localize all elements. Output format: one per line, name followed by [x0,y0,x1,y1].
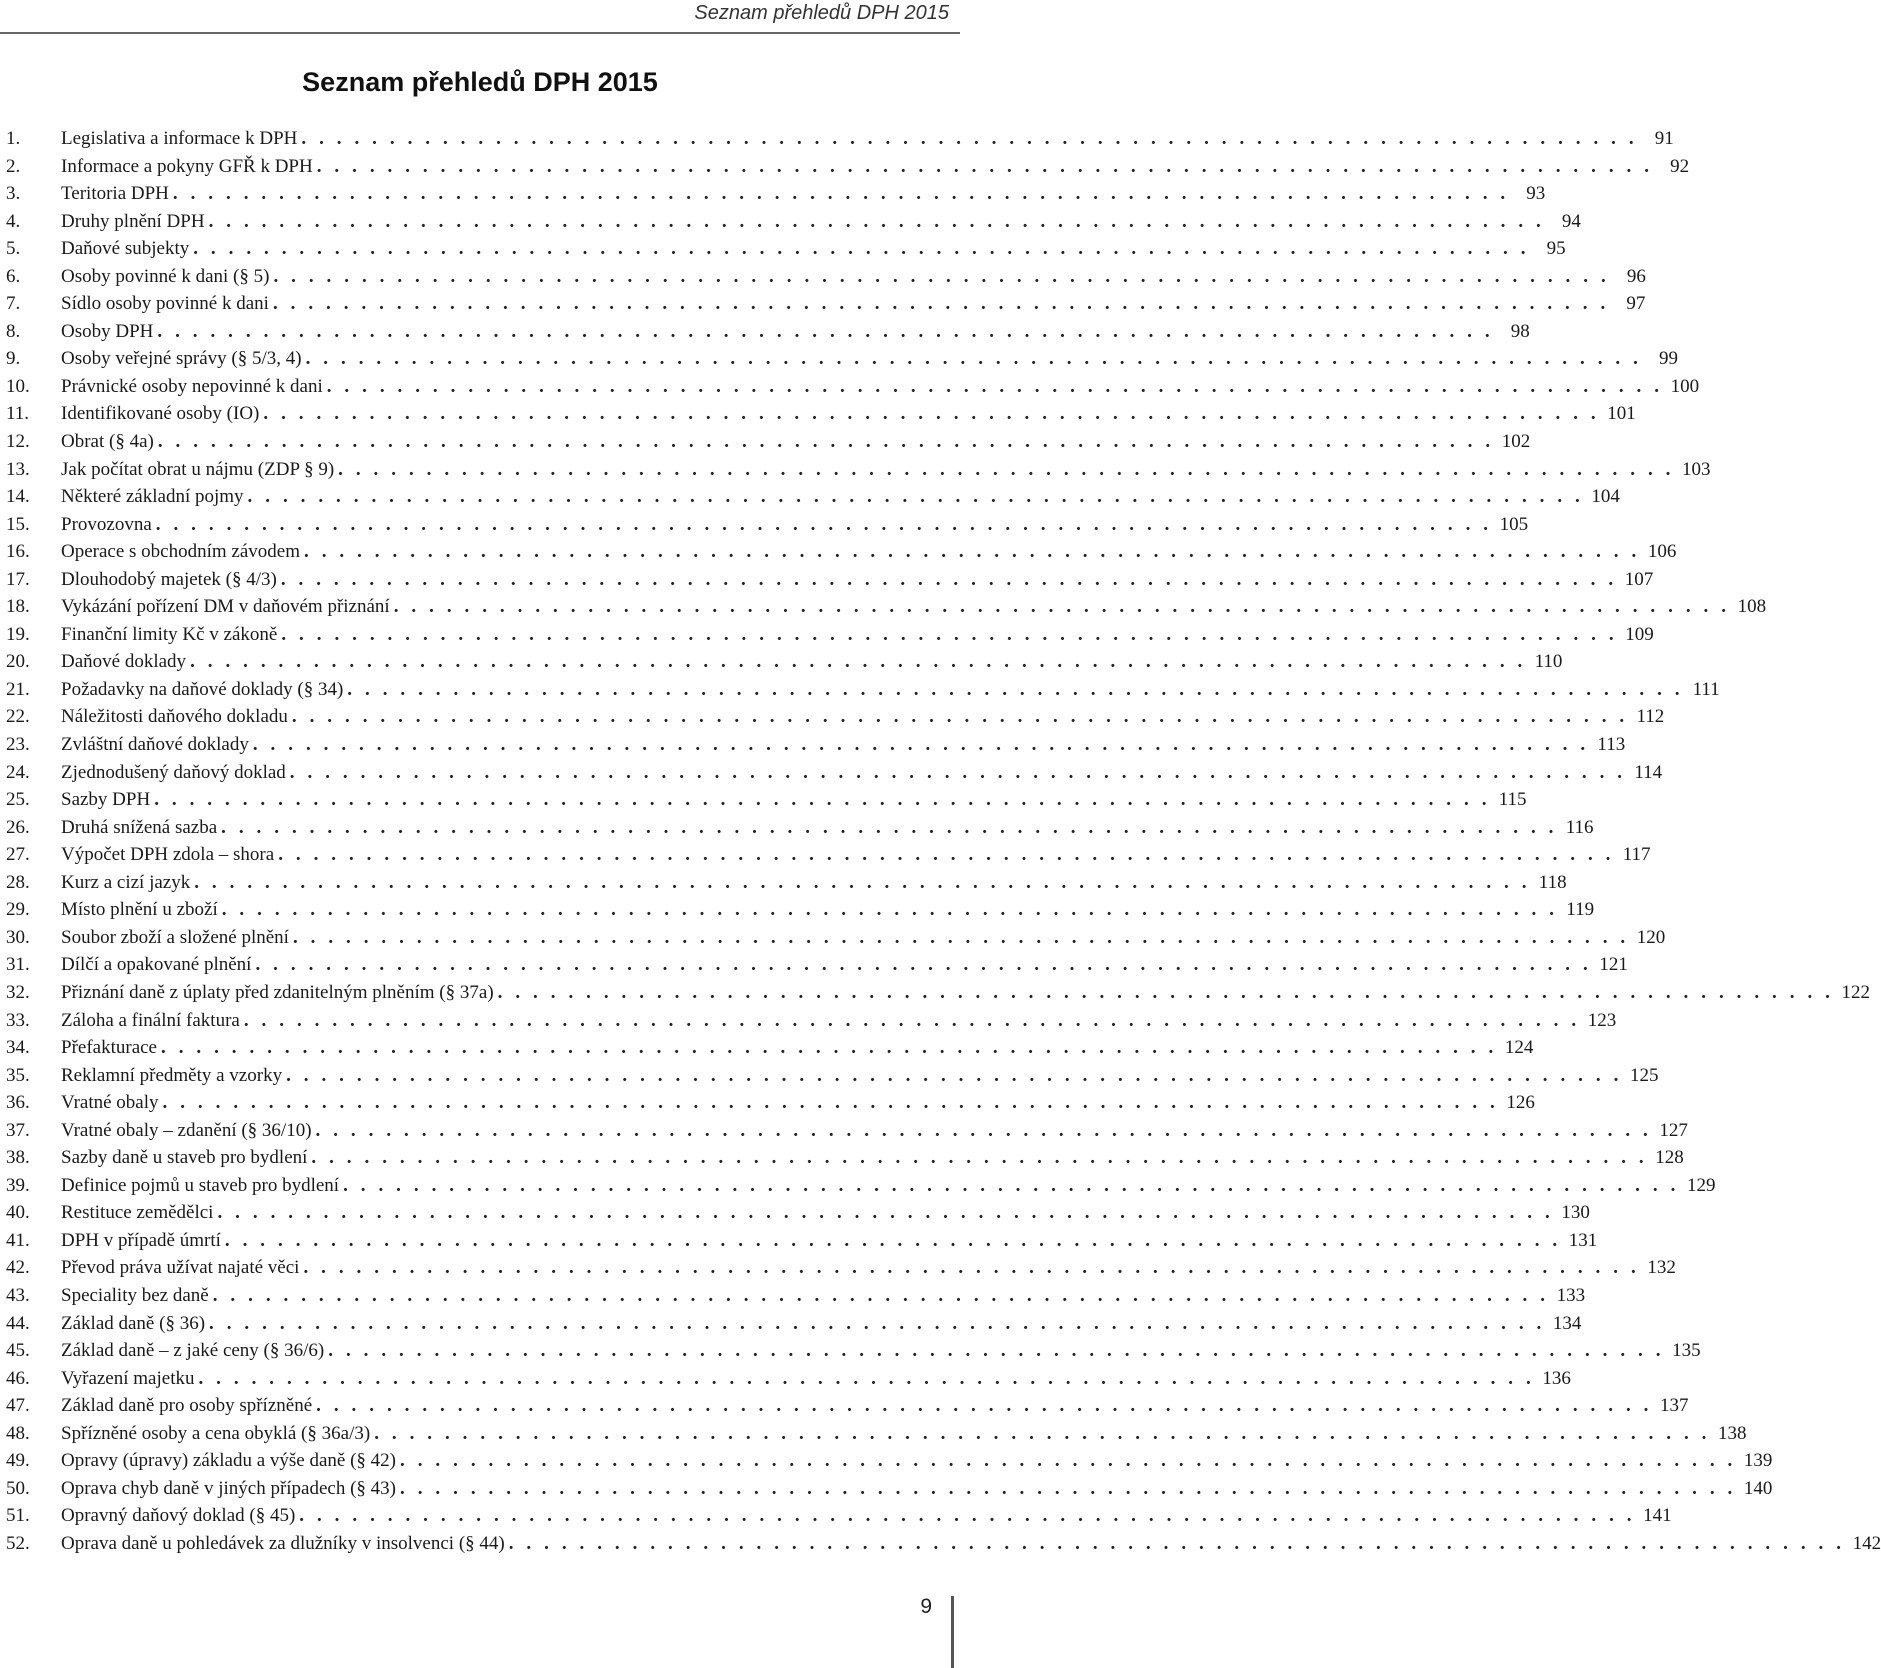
toc-entry-number: 22. [6,706,30,728]
toc-entry-page: 98 [1510,320,1530,342]
toc-entry-number: 32. [6,981,30,1003]
toc-entry-title: Základ daně – z jaké ceny (§ 36/6) [61,1340,325,1362]
toc-leader-dots: . . . . . . . . . . . . . . . . . . . . . . . . . . . . . . . . . . . . . . . . . . . . . . . . . . . . . . . . . . . . . . . . . . . . . . . . . . . . [247,486,1584,508]
toc-entry-title: Zvláštní daňové doklady [61,734,249,756]
toc-entry-number: 1. [6,128,21,149]
toc-entry-page: 128 [1655,1147,1684,1169]
toc-entry-title: Soubor zboží a složené plnění [61,926,289,948]
toc-entry-page: 142 [1852,1532,1881,1554]
toc-entry-number: 25. [6,789,30,811]
toc-leader-dots: . . . . . . . . . . . . . . . . . . . . . . . . . . . . . . . . . . . . . . . . . . . . . . . . . . . . . . . . . . . . . . . . . . . . . . . . . . . . [263,403,1600,425]
toc-entry-page: 123 [1587,1009,1617,1031]
toc-entry-page: 130 [1561,1202,1590,1224]
toc-leader-dots: . . . . . . . . . . . . . . . . . . . . . . . . . . . . . . . . . . . . . . . . . . . . . . . . . . . . . . . . . . . . . . . . . . . . . . . . . . . . [299,1505,1636,1527]
toc-entry-page: 110 [1534,651,1563,673]
toc-entry-number: 10. [6,375,30,397]
table-of-contents [6,125,1881,1557]
running-header: Seznam přehledů DPH 2015 [694,2,949,24]
toc-leader-dots: . . . . . . . . . . . . . . . . . . . . . . . . . . . . . . . . . . . . . . . . . . . . . . . . . . . . . . . . . . . . . . . . . . . . . . . . . . . . [190,651,1527,673]
toc-entry-page: 102 [1501,431,1531,453]
toc-leader-dots: . . . . . . . . . . . . . . . . . . . . . . . . . . . . . . . . . . . . . . . . . . . . . . . . . . . . . . . . . . . . . . . . . . . . . . . . . . . . [328,1340,1665,1362]
toc-leader-dots: . . . . . . . . . . . . . . . . . . . . . . . . . . . . . . . . . . . . . . . . . . . . . . . . . . . . . . . . . . . . . . . . . . . . . . . . . . . . [278,844,1615,866]
toc-entry-title: Sazby DPH [61,789,151,811]
toc-entry[interactable] [6,1475,1773,1503]
toc-leader-dots: . . . . . . . . . . . . . . . . . . . . . . . . . . . . . . . . . . . . . . . . . . . . . . . . . . . . . . . . . . . . . . . . . . . . . . . . . . . . [326,375,1664,397]
toc-entry-title: Základ daně pro osoby spřízněné [61,1395,313,1417]
toc-entry-title: Opravný daňový doklad (§ 45) [61,1505,296,1527]
toc-entry[interactable] [6,621,1654,649]
toc-entry-page: 108 [1737,596,1767,618]
toc-entry-page: 139 [1743,1450,1773,1472]
toc-leader-dots: . . . . . . . . . . . . . . . . . . . . . . . . . . . . . . . . . . . . . . . . . . . . . . . . . . . . . . . . . . . . . . . . . . . . . . . . . . . . [154,789,1491,811]
toc-entry-page: 119 [1566,899,1595,921]
toc-entry-page: 133 [1556,1284,1586,1306]
toc-leader-dots: . . . . . . . . . . . . . . . . . . . . . . . . . . . . . . . . . . . . . . . . . . . . . . . . . . . . . . . . . . . . . . . . . . . . . . . . . . . . [194,871,1531,893]
toc-entry[interactable] [6,153,1690,181]
toc-entry-number: 16. [6,541,30,563]
page-title: Seznam přehledů DPH 2015 [302,67,658,97]
toc-entry[interactable] [6,1392,1689,1420]
toc-entry-title: Sazby daně u staveb pro bydlení [61,1147,308,1169]
toc-entry[interactable] [6,676,1720,704]
toc-entry-page: 93 [1526,183,1546,205]
toc-entry-title: Vykázání pořízení DM v daňovém přiznání [61,596,390,618]
toc-entry-title: Speciality bez daně [61,1284,209,1306]
toc-leader-dots: . . . . . . . . . . . . . . . . . . . . . . . . . . . . . . . . . . . . . . . . . . . . . . . . . . . . . . . . . . . . . . . . . . . . . . . . . . . . [198,1367,1535,1389]
toc-entry-title: Vratné obaly [61,1092,159,1114]
toc-entry-number: 46. [6,1367,30,1389]
toc-entry-page: 107 [1624,568,1654,590]
toc-entry[interactable] [6,1282,1586,1310]
toc-entry-number: 31. [6,954,30,976]
toc-entry-number: 33. [6,1009,30,1031]
toc-entry-number: 24. [6,761,30,783]
toc-entry-title: Vyřazení majetku [61,1367,195,1389]
toc-entry-title: Identifikované osoby (IO) [61,403,260,425]
toc-entry[interactable] [6,1007,1617,1035]
toc-entry[interactable] [6,1144,1684,1172]
toc-entry-number: 15. [6,513,30,535]
toc-entry[interactable] [6,290,1646,318]
toc-entry-title: Daňové doklady [61,651,187,673]
toc-entry-title: Oprava chyb daně v jiných případech (§ 43) [61,1477,397,1499]
toc-entry-title: Právnické osoby nepovinné k dani [61,375,323,397]
toc-entry-title: Operace s obchodním závodem [61,541,300,563]
page-number: 9 [920,1595,932,1618]
toc-leader-dots: . . . . . . . . . . . . . . . . . . . . . . . . . . . . . . . . . . . . . . . . . . . . . . . . . . . . . . . . . . . . . . . . . . . . . . . . . . . . [374,1422,1711,1444]
toc-entry-number: 11. [6,403,30,425]
toc-entry-number: 29. [6,899,30,921]
toc-entry-title: Opravy (úpravy) základu a výše daně (§ 42) [61,1450,397,1472]
toc-entry-title: Vratné obaly – zdanění (§ 36/10) [61,1119,312,1141]
toc-entry[interactable] [6,869,1567,897]
toc-entry[interactable] [6,235,1566,263]
toc-entry[interactable] [6,1034,1534,1062]
toc-leader-dots: . . . . . . . . . . . . . . . . . . . . . . . . . . . . . . . . . . . . . . . . . . . . . . . . . . . . . . . . . . . . . . . . . . . . . . . . . . . . [291,706,1629,728]
toc-entry-number: 35. [6,1064,30,1086]
toc-entry-title: Provozovna [61,513,152,535]
toc-entry-number: 8. [6,320,21,342]
toc-entry[interactable] [6,814,1594,842]
toc-entry-title: Základ daně (§ 36) [61,1312,206,1334]
toc-entry-number: 51. [6,1505,30,1527]
toc-entry[interactable] [6,318,1530,346]
toc-entry[interactable] [6,1447,1773,1475]
toc-leader-dots: . . . . . . . . . . . . . . . . . . . . . . . . . . . . . . . . . . . . . . . . . . . . . . . . . . . . . . . . . . . . . . . . . . . . . . . . . . . . [347,678,1684,700]
toc-entry-page: 138 [1718,1422,1747,1444]
toc-entry-number: 39. [6,1174,30,1196]
toc-entry-page: 136 [1542,1367,1571,1389]
toc-entry-page: 101 [1607,403,1636,425]
toc-entry-number: 47. [6,1395,30,1417]
toc-entry[interactable] [6,456,1711,484]
toc-entry-title: Náležitosti daňového dokladu [61,706,288,728]
toc-entry-page: 92 [1670,155,1690,177]
toc-entry-title: Oprava daně u pohledávek za dlužníky v insolvenci (§ 44) [61,1532,505,1554]
toc-entry-page: 125 [1629,1064,1659,1086]
toc-leader-dots: . . . . . . . . . . . . . . . . . . . . . . . . . . . . . . . . . . . . . . . . . . . . . . . . . . . . . . . . . . . . . . . . . . . . . . . . . . . . [243,1009,1581,1031]
toc-entry-title: Obrat (§ 4a) [61,431,154,453]
toc-entry[interactable] [6,400,1636,428]
toc-leader-dots: . . . . . . . . . . . . . . . . . . . . . . . . . . . . . . . . . . . . . . . . . . . . . . . . . . . . . . . . . . . . . . . . . . . . . . . . . . . . [338,458,1675,480]
toc-entry[interactable] [6,511,1529,539]
toc-entry-page: 135 [1672,1340,1701,1362]
toc-entry-title: Místo plnění u zboží [61,899,218,921]
toc-leader-dots: . . . . . . . . . . . . . . . . . . . . . . . . . . . . . . . . . . . . . . . . . . . . . . . . . . . . . . . . . . . . . . . . . . . . . . . . . . . . [172,183,1510,205]
toc-entry-title: Dílčí a opakované plnění [61,954,252,976]
toc-entry-page: 105 [1499,513,1529,535]
toc-entry-number: 21. [6,678,30,700]
toc-leader-dots: . . . . . . . . . . . . . . . . . . . . . . . . . . . . . . . . . . . . . . . . . . . . . . . . . . . . . . . . . . . . . . . . . . . . . . . . . . . . [273,265,1610,287]
toc-entry-title: Druhá snížená sazba [61,816,218,838]
toc-entry-number: 36. [6,1092,30,1114]
toc-leader-dots: . . . . . . . . . . . . . . . . . . . . . . . . . . . . . . . . . . . . . . . . . . . . . . . . . . . . . . . . . . . . . . . . . . . . . . . . . . . . [343,1174,1680,1196]
toc-leader-dots: . . . . . . . . . . . . . . . . . . . . . . . . . . . . . . . . . . . . . . . . . . . . . . . . . . . . . . . . . . . . . . . . . . . . . . . . . . . . [289,761,1627,783]
toc-entry[interactable] [6,483,1620,511]
toc-entry[interactable] [6,373,1700,401]
toc-leader-dots: . . . . . . . . . . . . . . . . . . . . . . . . . . . . . . . . . . . . . . . . . . . . . . . . . . . . . . . . . . . . . . . . . . . . . . . . . . . . [272,293,1610,315]
toc-entry-number: 27. [6,844,30,866]
toc-entry-page: 126 [1506,1092,1535,1114]
toc-entry-page: 120 [1636,926,1666,948]
toc-entry-number: 34. [6,1037,30,1059]
toc-entry[interactable] [6,538,1677,566]
toc-leader-dots: . . . . . . . . . . . . . . . . . . . . . . . . . . . . . . . . . . . . . . . . . . . . . . . . . . . . . . . . . . . . . . . . . . . . . . . . . . . . [286,1064,1623,1086]
toc-entry[interactable] [6,1172,1716,1200]
toc-entry-number: 9. [6,348,21,370]
toc-entry-number: 38. [6,1147,30,1169]
toc-entry-number: 17. [6,568,30,590]
toc-entry-page: 127 [1659,1119,1688,1141]
toc-entry-page: 122 [1841,981,1870,1003]
toc-leader-dots: . . . . . . . . . . . . . . . . . . . . . . . . . . . . . . . . . . . . . . . . . . . . . . . . . . . . . . . . . . . . . . . . . . . . . . . . . . . . [508,1532,1846,1554]
toc-entry-page: 111 [1692,678,1720,700]
toc-entry-number: 41. [6,1229,30,1251]
toc-entry[interactable] [6,731,1626,759]
toc-entry-number: 37. [6,1119,30,1141]
toc-entry-page: 103 [1682,458,1711,480]
toc-entry[interactable] [6,566,1654,594]
toc-entry-number: 50. [6,1477,30,1499]
toc-entry-page: 131 [1568,1229,1598,1251]
toc-entry-page: 113 [1597,734,1626,756]
toc-entry-title: DPH v případě úmrtí [61,1229,221,1251]
toc-entry[interactable] [6,648,1563,676]
toc-entry-number: 6. [6,265,21,287]
toc-entry-page: 118 [1538,871,1567,893]
toc-entry-title: Daňové subjekty [61,238,190,260]
toc-entry-title: Osoby veřejné správy (§ 5/3, 4) [61,348,302,370]
toc-entry[interactable] [6,1227,1598,1255]
toc-entry-number: 7. [6,293,21,315]
toc-leader-dots: . . . . . . . . . . . . . . . . . . . . . . . . . . . . . . . . . . . . . . . . . . . . . . . . . . . . . . . . . . . . . . . . . . . . . . . . . . . . [400,1477,1737,1499]
toc-entry-number: 18. [6,596,30,618]
toc-entry[interactable] [6,924,1666,952]
toc-entry-page: 124 [1504,1037,1534,1059]
toc-entry[interactable] [6,1530,1881,1558]
toc-entry-page: 100 [1670,375,1700,397]
toc-entry[interactable] [6,1337,1701,1365]
toc-entry[interactable] [6,841,1651,869]
toc-leader-dots: . . . . . . . . . . . . . . . . . . . . . . . . . . . . . . . . . . . . . . . . . . . . . . . . . . . . . . . . . . . . . . . . . . . . . . . . . . . . [224,1229,1562,1251]
toc-leader-dots: . . . . . . . . . . . . . . . . . . . . . . . . . . . . . . . . . . . . . . . . . . . . . . . . . . . . . . . . . . . . . . . . . . . . . . . . . . . . [157,320,1494,342]
toc-leader-dots: . . . . . . . . . . . . . . . . . . . . . . . . . . . . . . . . . . . . . . . . . . . . . . . . . . . . . . . . . . . . . . . . . . . . . . . . . . . . [316,155,1654,177]
header-rule [0,32,960,34]
toc-entry[interactable] [6,703,1665,731]
edge-rule [951,1596,954,1668]
toc-leader-dots: . . . . . . . . . . . . . . . . . . . . . . . . . . . . . . . . . . . . . . . . . . . . . . . . . . . . . . . . . . . . . . . . . . . . . . . . . . . . [497,981,1834,1003]
toc-entry[interactable] [6,180,1546,208]
toc-leader-dots: . . . . . . . . . . . . . . . . . . . . . . . . . . . . . . . . . . . . . . . . . . . . . . . . . . . . . . . . . . . . . . . . . . . . . . . . . . . . [304,541,1641,563]
toc-entry-title: Legislativa a informace k DPH [61,128,298,149]
toc-entry-title: Druhy plnění DPH [61,210,205,232]
toc-leader-dots: . . . . . . . . . . . . . . . . . . . . . . . . . . . . . . . . . . . . . . . . . . . . . . . . . . . . . . . . . . . . . . . . . . . . . . . . . . . . [208,210,1545,232]
toc-entry-page: 104 [1591,486,1620,508]
toc-entry-page: 134 [1552,1312,1582,1334]
toc-entry-number: 44. [6,1312,30,1334]
toc-entry-number: 23. [6,734,30,756]
toc-entry-title: Výpočet DPH zdola – shora [61,844,275,866]
toc-entry-page: 91 [1654,128,1674,149]
toc-entry-number: 2. [6,155,21,177]
toc-entry-page: 94 [1561,210,1581,232]
toc-entry-number: 5. [6,238,21,260]
toc-entry-page: 95 [1546,238,1566,260]
toc-entry-title: Sídlo osoby povinné k dani [61,293,269,315]
toc-entry-title: Osoby povinné k dani (§ 5) [61,265,270,287]
toc-entry-number: 48. [6,1422,30,1444]
toc-entry-page: 106 [1647,541,1677,563]
toc-entry-title: Dlouhodobý majetek (§ 4/3) [61,568,277,590]
toc-leader-dots: . . . . . . . . . . . . . . . . . . . . . . . . . . . . . . . . . . . . . . . . . . . . . . . . . . . . . . . . . . . . . . . . . . . . . . . . . . . . [217,1202,1554,1224]
toc-entry[interactable] [6,1199,1590,1227]
toc-entry[interactable] [6,1502,1672,1530]
toc-entry-title: Finanční limity Kč v zákoně [61,623,278,645]
toc-entry-number: 14. [6,486,30,508]
toc-entry-page: 114 [1634,761,1663,783]
toc-entry-title: Informace a pokyny GFŘ k DPH [61,155,313,177]
toc-entry-number: 49. [6,1450,30,1472]
toc-entry[interactable] [6,1089,1535,1117]
toc-leader-dots: . . . . . . . . . . . . . . . . . . . . . . . . . . . . . . . . . . . . . . . . . . . . . . . . . . . . . . . . . . . . . . . . . . . . . . . . . . . . [221,816,1558,838]
toc-entry-title: Definice pojmů u staveb pro bydlení [61,1174,340,1196]
toc-entry-page: 112 [1636,706,1665,728]
toc-entry-number: 30. [6,926,30,948]
toc-leader-dots: . . . . . . . . . . . . . . . . . . . . . . . . . . . . . . . . . . . . . . . . . . . . . . . . . . . . . . . . . . . . . . . . . . . . . . . . . . . . [311,1147,1648,1169]
toc-leader-dots: . . . . . . . . . . . . . . . . . . . . . . . . . . . . . . . . . . . . . . . . . . . . . . . . . . . . . . . . . . . . . . . . . . . . . . . . . . . . [209,1312,1546,1334]
toc-entry-number: 12. [6,431,30,453]
toc-entry-page: 132 [1647,1257,1676,1279]
toc-entry-page: 115 [1498,789,1527,811]
toc-entry-number: 42. [6,1257,30,1279]
toc-entry-title: Přiznání daně z úplaty před zdanitelným plněním (§ 37a) [61,981,494,1003]
toc-entry-page: 97 [1626,293,1646,315]
toc-entry-page: 117 [1622,844,1651,866]
toc-entry-title: Záloha a finální faktura [61,1009,240,1031]
toc-entry-number: 26. [6,816,30,838]
toc-entry-title: Spřízněné osoby a cena obyklá (§ 36a/3) [61,1422,371,1444]
toc-entry-page: 140 [1743,1477,1773,1499]
toc-leader-dots: . . . . . . . . . . . . . . . . . . . . . . . . . . . . . . . . . . . . . . . . . . . . . . . . . . . . . . . . . . . . . . . . . . . . . . . . . . . . [316,1395,1653,1417]
toc-entry[interactable] [6,428,1531,456]
toc-entry[interactable] [6,896,1595,924]
toc-entry-page: 96 [1626,265,1646,287]
toc-leader-dots: . . . . . . . . . . . . . . . . . . . . . . . . . . . . . . . . . . . . . . . . . . . . . . . . . . . . . . . . . . . . . . . . . . . . . . . . . . . . [292,926,1630,948]
toc-entry-page: 137 [1660,1395,1689,1417]
toc-entry-title: Osoby DPH [61,320,154,342]
toc-entry-number: 52. [6,1532,30,1554]
toc-leader-dots: . . . . . . . . . . . . . . . . . . . . . . . . . . . . . . . . . . . . . . . . . . . . . . . . . . . . . . . . . . . . . . . . . . . . . . . . . . . . [400,1450,1737,1472]
toc-leader-dots: . . . . . . . . . . . . . . . . . . . . . . . . . . . . . . . . . . . . . . . . . . . . . . . . . . . . . . . . . . . . . . . . . . . . . . . . . . . . [303,1257,1640,1279]
toc-leader-dots: . . . . . . . . . . . . . . . . . . . . . . . . . . . . . . . . . . . . . . . . . . . . . . . . . . . . . . . . . . . . . . . . . . . . . . . . . . . . [281,623,1618,645]
toc-entry[interactable] [6,759,1663,787]
toc-entry-title: Některé základní pojmy [61,486,244,508]
toc-entry-title: Reklamní předměty a vzorky [61,1064,283,1086]
toc-leader-dots: . . . . . . . . . . . . . . . . . . . . . . . . . . . . . . . . . . . . . . . . . . . . . . . . . . . . . . . . . . . . . . . . . . . . . . . . . . . . [280,568,1618,590]
toc-entry[interactable] [6,208,1581,236]
toc-entry-page: 129 [1686,1174,1716,1196]
toc-entry[interactable] [6,593,1767,621]
toc-entry-page: 141 [1643,1505,1672,1527]
toc-entry-title: Převod práva užívat najaté věci [61,1257,300,1279]
toc-entry-page: 109 [1625,623,1654,645]
toc-entry-number: 40. [6,1202,30,1224]
toc-entry-title: Požadavky na daňové doklady (§ 34) [61,678,344,700]
toc-leader-dots: . . . . . . . . . . . . . . . . . . . . . . . . . . . . . . . . . . . . . . . . . . . . . . . . . . . . . . . . . . . . . . . . . . . . . . . . . . . . [305,348,1642,370]
toc-entry[interactable] [6,345,1678,373]
toc-leader-dots: . . . . . . . . . . . . . . . . . . . . . . . . . . . . . . . . . . . . . . . . . . . . . . . . . . . . . . . . . . . . . . . . . . . . . . . . . . . . [155,513,1493,535]
toc-leader-dots: . . . . . . . . . . . . . . . . . . . . . . . . . . . . . . . . . . . . . . . . . . . . . . . . . . . . . . . . . . . . . . . . . . . . . . . . . . . . [255,954,1592,976]
toc-entry-number: 19. [6,623,30,645]
toc-entry-number: 43. [6,1284,30,1306]
toc-leader-dots: . . . . . . . . . . . . . . . . . . . . . . . . . . . . . . . . . . . . . . . . . . . . . . . . . . . . . . . . . . . . . . . . . . . . . . . . . . . . [162,1092,1499,1114]
toc-leader-dots: . . . . . . . . . . . . . . . . . . . . . . . . . . . . . . . . . . . . . . . . . . . . . . . . . . . . . . . . . . . . . . . . . . . . . . . . . . . . [221,899,1559,921]
toc-entry-title: Zjednodušený daňový doklad [61,761,286,783]
toc-leader-dots: . . . . . . . . . . . . . . . . . . . . . . . . . . . . . . . . . . . . . . . . . . . . . . . . . . . . . . . . . . . . . . . . . . . . . . . . . . . . [157,431,1495,453]
toc-entry-page: 116 [1565,816,1594,838]
toc-entry[interactable] [6,979,1870,1007]
toc-entry-number: 4. [6,210,21,232]
toc-entry[interactable] [6,1117,1688,1145]
toc-entry[interactable] [6,1254,1676,1282]
toc-entry-page: 99 [1658,348,1678,370]
toc-entry-title: Kurz a cizí jazyk [61,871,191,893]
toc-entry-number: 20. [6,651,30,673]
toc-entry-title: Teritoria DPH [61,183,169,205]
toc-leader-dots: . . . . . . . . . . . . . . . . . . . . . . . . . . . . . . . . . . . . . . . . . . . . . . . . . . . . . . . . . . . . . . . . . . . . . . . . . . . . [212,1284,1550,1306]
toc-entry[interactable] [6,951,1628,979]
toc-entry[interactable] [6,1310,1582,1338]
toc-entry[interactable] [6,786,1527,814]
toc-entry-number: 13. [6,458,30,480]
toc-entry-title: Jak počítat obrat u nájmu (ZDP § 9) [61,458,335,480]
toc-entry-number: 45. [6,1340,30,1362]
toc-entry-number: 28. [6,871,30,893]
toc-entry[interactable] [6,1062,1659,1090]
toc-entry[interactable] [6,1420,1747,1448]
toc-entry-number: 3. [6,183,21,205]
toc-entry[interactable] [6,1365,1571,1393]
toc-entry-title: Restituce zemědělci [61,1202,214,1224]
toc-leader-dots: . . . . . . . . . . . . . . . . . . . . . . . . . . . . . . . . . . . . . . . . . . . . . . . . . . . . . . . . . . . . . . . . . . . . . . . . . . . . [161,1037,1498,1059]
toc-leader-dots: . . . . . . . . . . . . . . . . . . . . . . . . . . . . . . . . . . . . . . . . . . . . . . . . . . . . . . . . . . . . . . . . . . . . . . . . . . . . [393,596,1731,618]
toc-entry[interactable] [6,125,1674,153]
toc-entry-title: Přefakturace [61,1037,157,1059]
toc-entry-page: 121 [1599,954,1628,976]
toc-leader-dots: . . . . . . . . . . . . . . . . . . . . . . . . . . . . . . . . . . . . . . . . . . . . . . . . . . . . . . . . . . . . . . . . . . . . . . . . . . . . [315,1119,1652,1141]
toc-leader-dots: . . . . . . . . . . . . . . . . . . . . . . . . . . . . . . . . . . . . . . . . . . . . . . . . . . . . . . . . . . . . . . . . . . . . . . . . . . . . [252,734,1590,756]
toc-leader-dots: . . . . . . . . . . . . . . . . . . . . . . . . . . . . . . . . . . . . . . . . . . . . . . . . . . . . . . . . . . . . . . . . . . . . . . . . . . . . [301,128,1638,149]
toc-leader-dots: . . . . . . . . . . . . . . . . . . . . . . . . . . . . . . . . . . . . . . . . . . . . . . . . . . . . . . . . . . . . . . . . . . . . . . . . . . . . [193,238,1530,260]
toc-entry[interactable] [6,263,1646,291]
